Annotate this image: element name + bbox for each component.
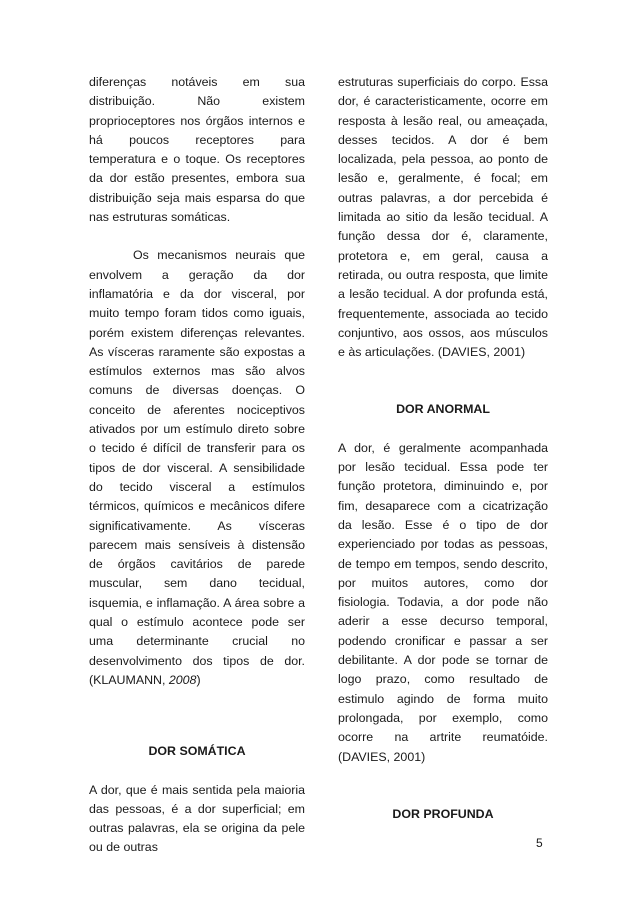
paragraph-abnormal-pain: A dor, é geralmente acompanhada por lesão tecidual. Essa pode ter função protetora, diminuindo e, por fim, desaparece com a cicatrização da lesão. Esse é o tipo de dor experienciado por todas as pessoas, de tempo em tempos, sendo descrito, por muitos autores, como dor fisiologia. Todavia, a dor pode não aderir a esse decurso temporal, podendo cronificar e passar a ser debilitante. A dor pode se tornar de logo prazo, como resultado de estimulo agindo de forma muito prolongada, por exemplo, como ocorre na artrite reumatóide. (DAVIES, 2001) — [338, 440, 548, 764]
citation-year: 2008 — [168, 672, 197, 687]
right-column — [338, 73, 548, 824]
section-heading-dor-profunda: DOR PROFUNDA — [392, 806, 494, 821]
spacer — [89, 690, 305, 742]
spacer — [338, 362, 548, 400]
citation-close: ) — [196, 672, 201, 687]
section-heading-dor-anormal: DOR ANORMAL — [396, 402, 490, 417]
spacer — [89, 227, 305, 246]
paragraph-text: Os mecanismos neurais que envolvem a geração da dor inflamatória e da dor visceral, por muito tempo foram tidos como iguais, porém existem diferenças relevantes. As vísceras raramente são expostas a estímulos externos mas são alvos comuns de diversas doenças. O conceito de aferentes nociceptivos ativados por um estímulo direto sobre o tecido é difícil de transferir para os tipos de dor visceral. A sensibilidade do tecido visceral a estímulos térmicos, químicos e mecânicos difere significativamente. As vísceras parecem mais sensíveis à distensão de órgãos cavitários de parede muscular, sem dano tecidual, isquemia, e inflamação. A área sobre a qual o estímulo acontece pode ser uma determinante crucial no desenvolvimento dos tipos de dor. (KLAUMANN, — [89, 248, 305, 687]
paragraph-superficial-pain: A dor, que é mais sentida pela maioria das pessoas, é a dor superficial; em outras palavras, ela se origina da pele ou de outras — [89, 782, 305, 855]
spacer — [89, 762, 305, 781]
left-column — [89, 73, 305, 858]
spacer — [338, 420, 548, 439]
page-number: 5 — [536, 836, 543, 850]
spacer — [338, 767, 548, 805]
paragraph-neural-mechanisms — [89, 246, 305, 690]
paragraph-visceral-distribution: diferenças notáveis em sua distribuição. Não existem proprioceptores nos órgãos internos e há poucos receptores para temperatura e o toque. Os receptores da dor estão presentes, embora sua distribuição seja mais esparsa do que nas estruturas somáticas. — [89, 75, 305, 225]
section-heading-dor-somatica: DOR SOMÁTICA — [148, 744, 246, 759]
paragraph-superficial-structures: estruturas superficiais do corpo. Essa dor, é caracteristicamente, ocorre em resposta à lesão real, ou ameaçada, desses tecidos. A dor é bem localizada, pela pessoa, ao ponto de lesão e, geralmente, é focal; em outras palavras, a dor percebida é limitada ao sitio da lesão tecidual. A função dessa dor é, claramente, protetora e, em geral, causa a retirada, ou outra resposta, que limite a lesão tecidual. A dor profunda está, frequentemente, associada ao tecido conjuntivo, aos ossos, aos músculos e às articulações. (DAVIES, 2001) — [338, 75, 548, 360]
